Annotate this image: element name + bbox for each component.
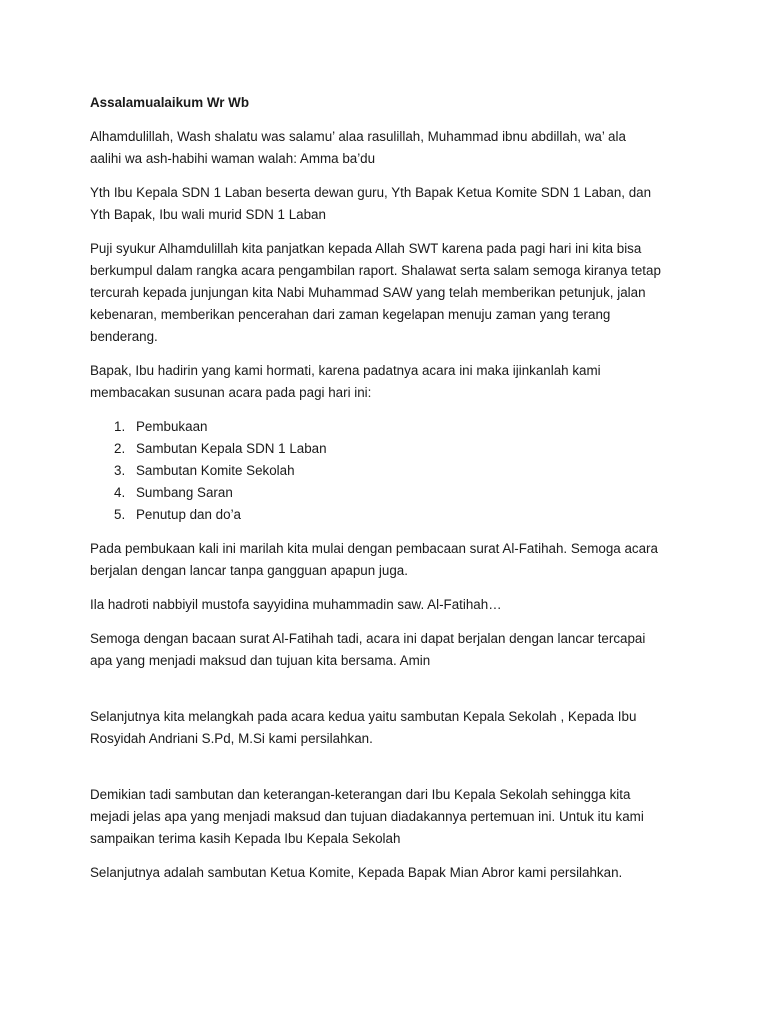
gratitude-paragraph (90, 238, 680, 348)
text-line: berkumpul dalam rangka acara pengambilan raport. Shalawat serta salam semoga kiranya tetap (90, 263, 661, 278)
list-item-text: Pembukaan (136, 419, 208, 434)
agenda-intro-paragraph (90, 360, 680, 404)
text-line: berjalan dengan lancar tanpa gangguan apapun juga. (90, 563, 408, 578)
committee-speech-paragraph (90, 862, 680, 884)
text-line: Ila hadroti nabbiyil mustofa sayyidina muhammadin saw. Al-Fatihah… (90, 597, 502, 612)
list-item (90, 482, 680, 504)
list-item (90, 460, 680, 482)
list-item-number: 4. (114, 485, 126, 500)
list-item-text: Sambutan Kepala SDN 1 Laban (136, 441, 327, 456)
text-line: Demikian tadi sambutan dan keterangan-keterangan dari Ibu Kepala Sekolah sehingga kita (90, 787, 631, 802)
text-line: Semoga dengan bacaan surat Al-Fatihah tadi, acara ini dapat berjalan dengan lancar tercapai (90, 631, 646, 646)
text-line: Bapak, Ibu hadirin yang kami hormati, karena padatnya acara ini maka ijinkanlah kami (90, 363, 601, 378)
text-line: Rosyidah Andriani S.Pd, M.Si kami persilahkan. (90, 731, 373, 746)
text-line: kebenaran, memberikan pencerahan dari zaman kegelapan menuju zaman yang terang (90, 307, 611, 322)
list-item (90, 504, 680, 526)
text-line: sampaikan terima kasih Kepada Ibu Kepala Sekolah (90, 831, 401, 846)
opening-prayer-paragraph (90, 538, 680, 582)
list-item-text: Sumbang Saran (136, 485, 233, 500)
text-line: Puji syukur Alhamdulillah kita panjatkan kepada Allah SWT karena pada pagi hari ini kita bisa (90, 241, 642, 256)
principal-speech-paragraph (90, 706, 680, 750)
text-line: Pada pembukaan kali ini marilah kita mulai dengan pembacaan surat Al-Fatihah. Semoga acara (90, 541, 658, 556)
text-line: tercurah kepada junjungan kita Nabi Muhammad SAW yang telah memberikan petunjuk, jalan (90, 285, 646, 300)
list-item (90, 416, 680, 438)
text-line: Alhamdulillah, Wash shalatu was salamu’ alaa rasulillah, Muhammad ibnu abdillah, wa’ ala (90, 129, 626, 144)
text-line: membacakan susunan acara pada pagi hari ini: (90, 385, 372, 400)
list-item-number: 5. (114, 507, 126, 522)
text-line: apa yang menjadi maksud dan tujuan kita bersama. Amin (90, 653, 431, 668)
list-item-text: Penutup dan do’a (136, 507, 241, 522)
list-item-number: 3. (114, 463, 126, 478)
text-line: Yth Ibu Kepala SDN 1 Laban beserta dewan guru, Yth Bapak Ketua Komite SDN 1 Laban, dan (90, 185, 652, 200)
text-line: benderang. (90, 329, 158, 344)
opening-paragraph (90, 126, 680, 170)
fatihah-paragraph (90, 594, 680, 616)
hope-paragraph (90, 628, 680, 672)
text-line: aalihi wa ash-habihi waman walah: Amma ba’du (90, 151, 376, 166)
list-item-number: 2. (114, 441, 126, 456)
text-line: Selanjutnya adalah sambutan Ketua Komite, Kepada Bapak Mian Abror kami persilahkan. (90, 865, 623, 880)
document-page (90, 92, 680, 896)
list-item-number: 1. (114, 419, 126, 434)
greeting-heading: Assalamualaikum Wr Wb (90, 95, 250, 110)
list-item-text: Sambutan Komite Sekolah (136, 463, 295, 478)
blank-line (90, 762, 680, 784)
text-line: mejadi jelas apa yang menjadi maksud dan tujuan diadakannya pertemuan ini. Untuk itu kami (90, 809, 644, 824)
salutation-paragraph (90, 182, 680, 226)
thanks-paragraph (90, 784, 680, 850)
blank-line (90, 684, 680, 706)
list-item (90, 438, 680, 460)
text-line: Selanjutnya kita melangkah pada acara kedua yaitu sambutan Kepala Sekolah , Kepada Ibu (90, 709, 637, 724)
text-line: Yth Bapak, Ibu wali murid SDN 1 Laban (90, 207, 326, 222)
agenda-list (90, 416, 680, 526)
